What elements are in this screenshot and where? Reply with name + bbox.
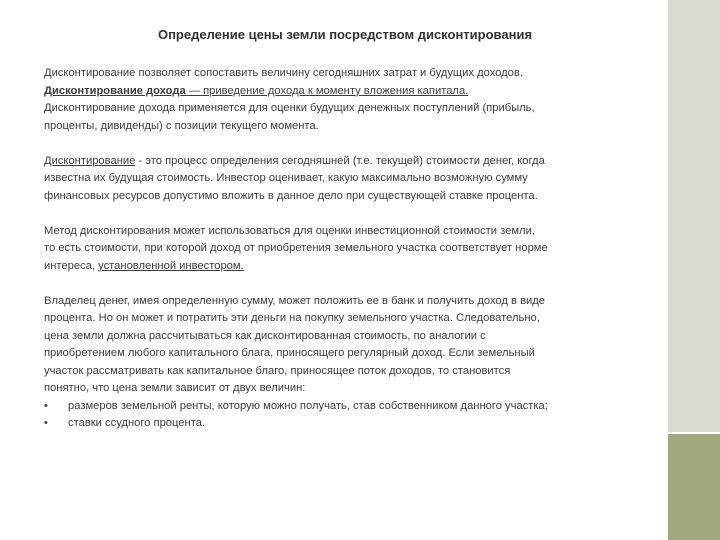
paragraph-intro: [44, 65, 644, 135]
intro-line-1: Дисконтирование позволяет сопоставить величину сегодняшних затрат и будущих доходов.: [44, 67, 523, 79]
bullet-text: ставки ссудного процента.: [68, 417, 206, 429]
method-line-3-underlined: установленной инвестором.: [98, 259, 244, 272]
sidebar-decoration-bottom: [668, 432, 720, 540]
definition-line-3: финансовых ресурсов допустимо вложить в данное дело при существующей ставке процента.: [44, 189, 538, 202]
method-line-3: интереса,: [44, 259, 99, 272]
slide-body: [44, 65, 644, 433]
owner-line-3: цена земли должна рассчитываться как дисконтированная стоимость, по аналогии с: [44, 329, 486, 342]
definition-line-2: известна их будущая стоимость. Инвестор оценивает, какую максимально возможную сумму: [44, 172, 528, 184]
sidebar-decoration-top: [668, 0, 720, 432]
term-discounting: Дисконтирование: [44, 154, 136, 167]
bullet-text: размеров земельной ренты, которую можно получать, став собственником данного участка;: [68, 399, 548, 412]
bullet-dot-icon: •: [44, 417, 48, 429]
definition-discounting-income: — приведение дохода к моменту вложения капитала.: [188, 84, 469, 97]
paragraph-method: [44, 223, 644, 276]
term-discounting-income: Дисконтирование дохода: [44, 84, 189, 97]
method-line-1: Метод дисконтирования может использоваться для оценки инвестиционной стоимости земли,: [44, 224, 535, 237]
bullet-item: [44, 415, 644, 433]
intro-line-3: Дисконтирование дохода применяется для оценки будущих денежных поступлений (прибыль,: [44, 102, 535, 114]
sidebar-divider: [668, 432, 720, 434]
intro-line-4: проценты, дивиденды) с позиции текущего момента.: [44, 119, 319, 132]
slide-title: Определение цены земли посредством дисконтирования: [157, 27, 533, 42]
owner-line-5: участок рассматривать как капитальное благо, приносящее поток доходов, то становится: [44, 364, 511, 377]
owner-line-1: Владелец денег, имея определенную сумму, может положить ее в банк и получить доход в виде: [44, 294, 546, 307]
owner-line-4: приобретением любого капитального блага, приносящего регулярный доход. Если земельный: [44, 347, 535, 359]
bullet-dot-icon: •: [44, 399, 48, 412]
owner-line-6: понятно, что цена земли зависит от двух величин:: [44, 382, 306, 394]
paragraph-definition: [44, 153, 644, 206]
definition-line-1: - это процесс определения сегодняшней (т.е. текущей) стоимости денег, когда: [135, 154, 545, 167]
paragraph-owner: [44, 293, 644, 398]
method-line-2: то есть стоимости, при которой доход от приобретения земельного участка соответствует норме: [44, 242, 548, 254]
owner-line-2: процента. Но он может и потратить эти деньги на покупку земельного участка. Следовательно,: [44, 312, 540, 324]
bullet-item: [44, 398, 644, 416]
